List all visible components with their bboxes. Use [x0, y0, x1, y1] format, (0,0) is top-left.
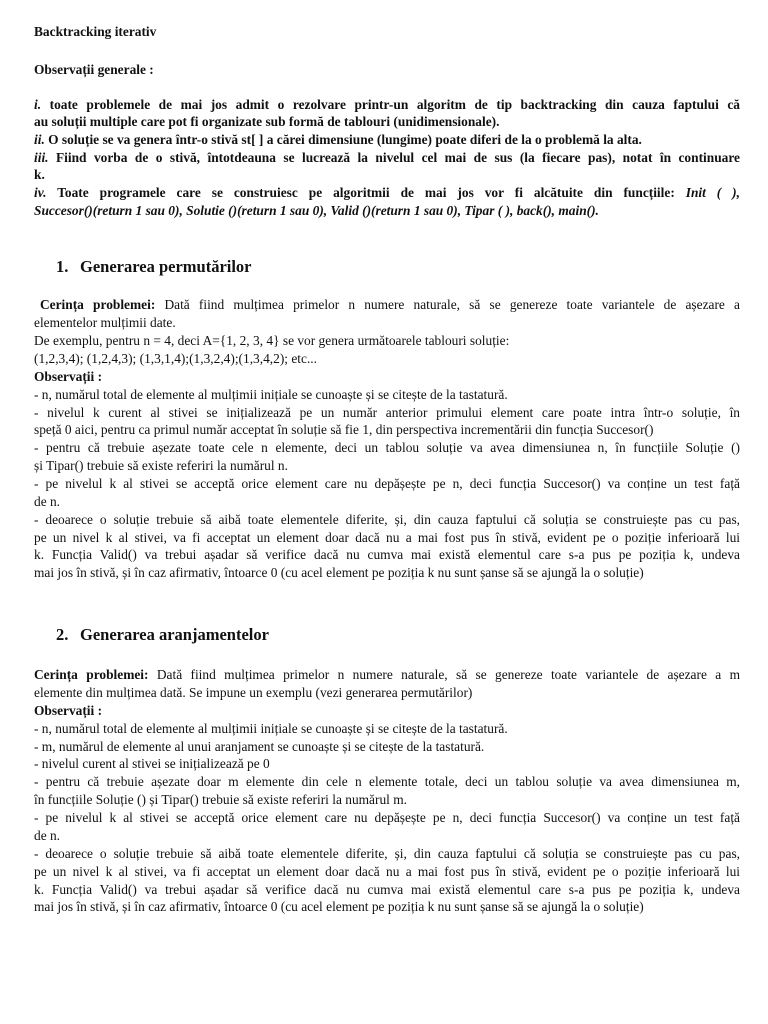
- section-1-observation-line: și Tipar() trebuie să existe referiri la numărul n.: [34, 458, 288, 473]
- observation-i-line-2: au soluții multiple care pot fi organizate sub formă de tablouri (unidimensionale).: [34, 114, 500, 129]
- observation-iv-line-1: iv. Toate programele care se construiesc pe algoritmii de mai jos vor fi alcătuite din funcțiile: Init ( ),: [34, 185, 740, 200]
- section-2-number: 2.: [56, 625, 69, 644]
- observation-iv-line-2: Succesor()(return 1 sau 0), Solutie ()(return 1 sau 0), Valid ()(return 1 sau 0), Tipar ( ), back(), main().: [34, 203, 599, 218]
- section-1-requirement-line-1: Cerința problemei: Dată fiind mulțimea primelor n numere naturale, să se genereze toate variantele de așezare a: [40, 297, 740, 312]
- observation-iii-mark: iii.: [34, 150, 49, 165]
- section-2-observation-line: pe un nivel k al stivei, va fi acceptat un element doar dacă nu a mai fost pus în stivă, evident pe o poziție inferioară lui: [34, 864, 740, 879]
- section-2-heading: [56, 625, 269, 645]
- section-2-observation-line: - m, numărul de elemente al unui aranjament se cunoaște și se citește de la tastatură.: [34, 739, 485, 754]
- section-2-observation-line: mai jos în stivă, și în caz afirmativ, întoarce 0 (cu acel element pe poziția k nu sunt șanse să se ajungă la o soluție): [34, 899, 644, 914]
- observation-ii-mark: ii.: [34, 132, 45, 147]
- section-2-requirement-line-1: Cerința problemei: Dată fiind mulțimea primelor n numere naturale, să se genereze toate variantele de așezare a m: [34, 667, 740, 682]
- section-1-requirement-line-2: elementelor mulțimii date.: [34, 315, 176, 330]
- document-title: Backtracking iterativ: [34, 24, 157, 39]
- section-2-observation-line: k. Funcția Valid() va trebui așadar să verifice dacă nu cumva mai există elementul care s-a pus pe poziția k, undeva: [34, 882, 740, 897]
- section-1-observation-line: k. Funcția Valid() va trebui așadar să verifice dacă nu cumva mai există elementul care s-a pus pe poziția k, undeva: [34, 547, 740, 562]
- section-1-observation-line: - pentru că trebuie așezate toate cele n elemente, deci un tablou soluție va avea dimensiunea n, în funcțiile Soluție (): [34, 440, 740, 455]
- section-1-solutions-line: (1,2,3,4); (1,2,4,3); (1,3,1,4);(1,3,2,4);(1,3,4,2); etc...: [34, 351, 318, 366]
- observation-iv-mark: iv.: [34, 185, 47, 200]
- section-2-observation-line: în funcțiile Soluție () și Tipar() trebuie să existe referiri la numărul m.: [34, 792, 407, 807]
- section-2-observation-line: - n, numărul total de elemente al mulțimii inițiale se cunoaște și se citește de la tastatură.: [34, 721, 508, 736]
- section-1-observation-line: mai jos în stivă, și în caz afirmativ, întoarce 0 (cu acel element pe poziția k nu sunt șanse să se ajungă la o soluție): [34, 565, 644, 580]
- section-2-requirement-label: Cerința problemei:: [34, 667, 149, 682]
- section-2-observation-line: - nivelul curent al stivei se inițializează pe 0: [34, 756, 270, 771]
- observation-ii: ii. O soluție se va genera într-o stivă st[ ] a cărei dimensiune (lungime) poate diferi de la o problemă la alta.: [34, 132, 642, 147]
- observation-iii-line-1: iii. Fiind vorba de o stivă, întotdeauna se lucrează la nivelul cel mai de sus (la fiecare pas), notat în continuare: [34, 150, 740, 165]
- section-2-observation-line: de n.: [34, 828, 61, 843]
- section-1-observation-line: pe un nivel k al stivei, va fi acceptat un element doar dacă nu a mai fost pus în stivă, evident pe o poziție inferioară lui: [34, 530, 740, 545]
- section-2-requirement-line-2: elemente din mulțimea dată. Se impune un exemplu (vezi generarea permutărilor): [34, 685, 473, 700]
- section-1-observation-line: - n, numărul total de elemente al mulțimii inițiale se cunoaște și se citește de la tastatură.: [34, 387, 508, 402]
- section-2-observation-line: - pe nivelul k al stivei se acceptă orice element care nu depășește pe n, deci funcția Succesor() va conține un test față: [34, 810, 740, 825]
- general-observations-heading: Observații generale :: [34, 62, 154, 77]
- section-1-observation-line: - pe nivelul k al stivei se acceptă orice element care nu depășește pe n, deci funcția Succesor() va conține un test față: [34, 476, 740, 491]
- section-1-heading: [56, 257, 252, 277]
- section-1-requirement-label: Cerința problemei:: [40, 297, 156, 312]
- section-1-example-line: De exemplu, pentru n = 4, deci A={1, 2, 3, 4} se vor genera următoarele tablouri soluție:: [34, 333, 510, 348]
- observation-iii-line-2: k.: [34, 167, 45, 182]
- observation-i-mark: i.: [34, 97, 42, 112]
- section-1-observation-line: de n.: [34, 494, 61, 509]
- section-2-observations-label: Observații :: [34, 703, 103, 718]
- section-1-number: 1.: [56, 257, 69, 276]
- observation-i-line-1: i. toate problemele de mai jos admit o rezolvare printr-un algoritm de tip backtracking din cauza faptului că: [34, 97, 740, 112]
- section-1-observation-line: speță 0 aici, pentru ca primul număr acceptat în soluție să fie 1, din perspectiva incrementării din funcția Succesor(): [34, 422, 654, 437]
- section-2-observation-line: - pentru că trebuie așezate doar m elemente din cele n elemente totale, deci un tablou soluție va avea dimensiunea m,: [34, 774, 740, 789]
- section-1-observation-line: - nivelul k curent al stivei se inițializează pe un număr anterior primului element care poate intra într-o soluție, în: [34, 405, 740, 420]
- section-1-observation-line: - deoarece o soluție trebuie să aibă toate elementele diferite, și, din cauza faptului că soluția se construiește pas cu pas,: [34, 512, 740, 527]
- section-2-title: Generarea aranjamentelor: [80, 625, 269, 644]
- section-1-title: Generarea permutărilor: [80, 257, 252, 276]
- section-1-observations-label: Observații :: [34, 369, 103, 384]
- section-2-observation-line: - deoarece o soluție trebuie să aibă toate elementele diferite, și, din cauza faptului că soluția se construiește pas cu pas,: [34, 846, 740, 861]
